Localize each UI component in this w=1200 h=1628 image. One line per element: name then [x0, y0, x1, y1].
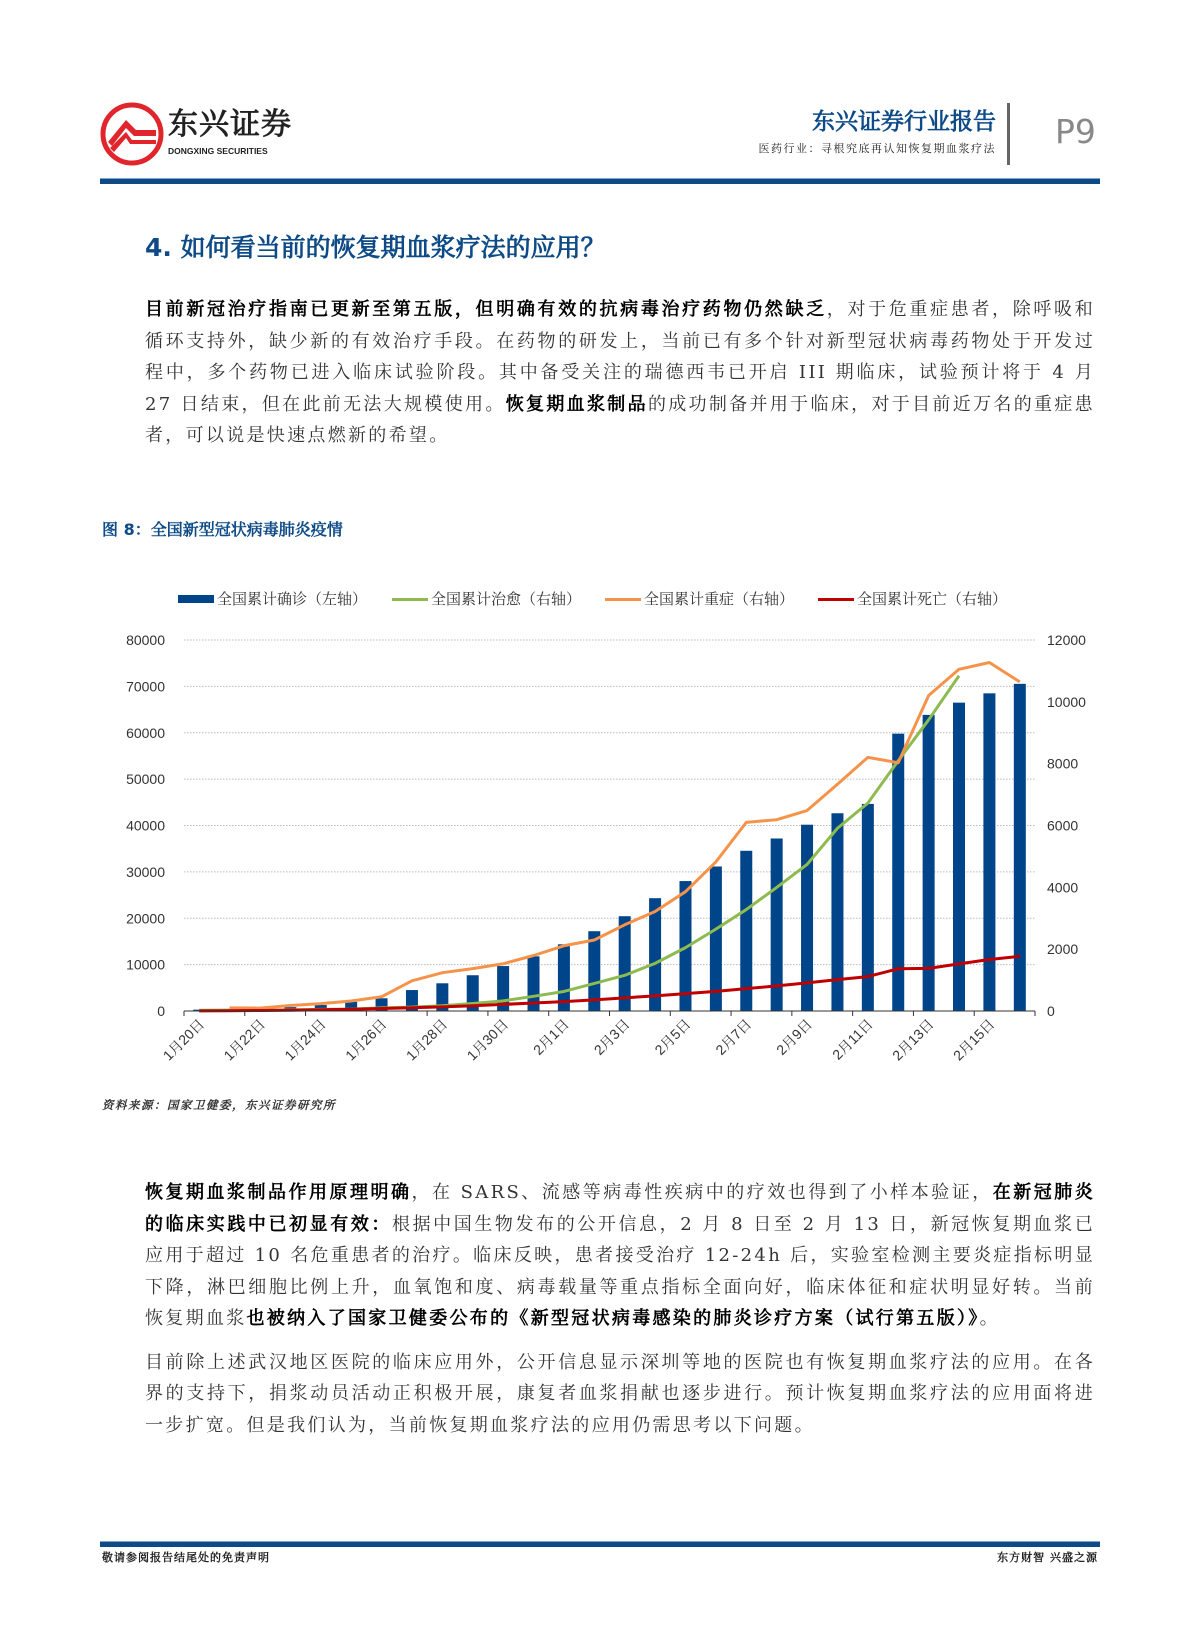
figure-caption: 图 8：全国新型冠状病毒肺炎疫情	[102, 520, 343, 539]
legend-label: 全国累计重症（右轴）	[644, 591, 795, 608]
x-tick-label: 2月3日	[590, 1015, 633, 1058]
legend-label: 全国累计确诊（左轴）	[217, 591, 368, 608]
logo-text-en: DONGXING SECURITIES	[168, 146, 268, 156]
left-tick-label: 40000	[126, 817, 165, 834]
dongxing-logo-icon	[100, 102, 164, 166]
left-tick-label: 80000	[126, 632, 165, 648]
bar-series	[193, 684, 1026, 1011]
x-tick-label: 2月15日	[949, 1015, 998, 1064]
x-tick-label: 1月20日	[159, 1015, 208, 1064]
bold-text: 在新冠肺炎的临床实践中已初显有效：	[145, 1182, 1096, 1235]
legend-swatch	[605, 598, 641, 601]
right-tick-label: 6000	[1047, 817, 1079, 834]
footer-rule	[100, 1541, 1100, 1547]
left-tick-label: 60000	[126, 724, 165, 741]
right-tick-label: 12000	[1047, 632, 1086, 648]
left-tick-label: 20000	[126, 910, 165, 927]
confirmed-bar	[1014, 684, 1026, 1011]
legend-swatch	[178, 595, 214, 603]
page-number: P9	[1055, 112, 1096, 151]
epidemic-chart	[100, 585, 1100, 1095]
header-divider	[1007, 103, 1010, 165]
cured-line	[199, 676, 959, 1010]
confirmed-bar	[862, 804, 874, 1011]
header-rule	[100, 178, 1100, 184]
x-tick-label: 2月13日	[889, 1015, 937, 1064]
body-text: ，在 SARS、流感等病毒性疾病中的疗效也得到了小样本验证，	[411, 1182, 993, 1203]
section-title: 4. 如何看当前的恢复期血浆疗法的应用？	[145, 233, 606, 262]
x-tick-label: 1月22日	[220, 1015, 269, 1064]
body-text: 。	[979, 1308, 1000, 1329]
bold-text: 目前新冠治疗指南已更新至第五版，但明确有效的抗病毒治疗药物仍然缺乏	[145, 299, 827, 320]
right-tick-label: 0	[1047, 1003, 1055, 1019]
left-tick-label: 0	[157, 1003, 165, 1019]
confirmed-bar	[710, 866, 722, 1011]
right-tick-label: 10000	[1047, 693, 1086, 710]
legend-label: 全国累计治愈（右轴）	[431, 591, 582, 608]
body-text: 的成功制备并用于临床，对于目前近万名的重症患者，可以说是快速点燃新的希望。	[145, 393, 1095, 446]
bold-text: 恢复期血浆制品作用原理明确	[145, 1182, 412, 1203]
right-tick-label: 8000	[1047, 755, 1079, 772]
left-tick-label: 50000	[126, 771, 165, 788]
figure-source: 资料来源：国家卫健委，东兴证券研究所	[102, 1098, 336, 1112]
report-title: 东兴证券行业报告	[812, 109, 996, 135]
chart-legend	[178, 590, 1007, 608]
logo-text-cn: 东兴证券	[168, 107, 292, 142]
x-tick-label: 2月9日	[773, 1015, 816, 1058]
right-tick-label: 2000	[1047, 941, 1079, 958]
legend-label: 全国累计死亡（右轴）	[857, 591, 1008, 608]
confirmed-bar	[983, 693, 995, 1011]
body-text: 目前除上述武汉地区医院的临床应用外，公开信息显示深圳等地的医院也有恢复期血浆疗法的应用。在各界的支持下，捐浆动员活动正积极开展，康复者血浆捐献也逐步进行。预计恢复期血浆疗法的应用面将进一步扩宽。但是我们认为，当前恢复期血浆疗法的应用仍需思考以下问题。	[145, 1351, 1095, 1436]
body-text-flow	[145, 1177, 1095, 1441]
left-tick-label: 70000	[126, 678, 165, 695]
report-subtitle: 医药行业：寻根究底再认知恢复期血浆疗法	[758, 142, 996, 155]
footer-slogan: 东方财智 兴盛之源	[997, 1551, 1098, 1564]
footer-disclaimer: 敬请参阅报告结尾处的免责声明	[102, 1551, 270, 1564]
x-tick-label: 2月11日	[829, 1015, 876, 1063]
bold-text: 恢复期血浆制品	[505, 393, 648, 415]
body-text: ，对于危重症患者，除呼吸和循环支持外，缺少新的有效治疗手段。在药物的研发上，当前已有多个针对新型冠状病毒药物处于开发过程中，多个药物已进入临床试验阶段。其中备受关注的瑞德西韦已开启 III 期临床，试验预计将于 4 月 27 日结束，但在此前无法大规模使用。	[145, 299, 1095, 415]
legend-swatch	[818, 598, 854, 601]
x-tick-label: 1月26日	[342, 1015, 390, 1064]
body-text: 根据中国生物发布的公开信息，2 月 8 日至 2 月 13 日，新冠恢复期血浆已应用于超过 10 名危重患者的治疗。临床反映，患者接受治疗 12-24h 后，实验室检测主要炎症指标明显下降，淋巴细胞比例上升，血氧饱和度、病毒载量等重点指标全面向好，临床体征和症状明显好转。当前恢复期血浆	[145, 1213, 1095, 1329]
x-tick-label: 2月7日	[712, 1015, 755, 1058]
right-tick-label: 4000	[1047, 879, 1079, 896]
x-tick-label: 1月30日	[463, 1015, 512, 1064]
x-tick-label: 2月5日	[651, 1015, 694, 1058]
chart-grid	[184, 640, 1035, 965]
paragraph-2	[145, 1177, 1095, 1335]
x-tick-label: 2月1日	[529, 1015, 573, 1058]
left-tick-label: 30000	[126, 863, 165, 880]
left-tick-label: 10000	[126, 956, 165, 973]
bold-text: 也被纳入了国家卫健委公布的《新型冠状病毒感染的肺炎诊疗方案（试行第五版）》	[246, 1308, 980, 1329]
x-tick-label: 1月24日	[281, 1015, 329, 1064]
x-tick-label: 1月28日	[402, 1015, 451, 1064]
legend-swatch	[392, 598, 428, 601]
paragraph-1	[145, 294, 1095, 452]
paragraph-3	[145, 1347, 1095, 1442]
